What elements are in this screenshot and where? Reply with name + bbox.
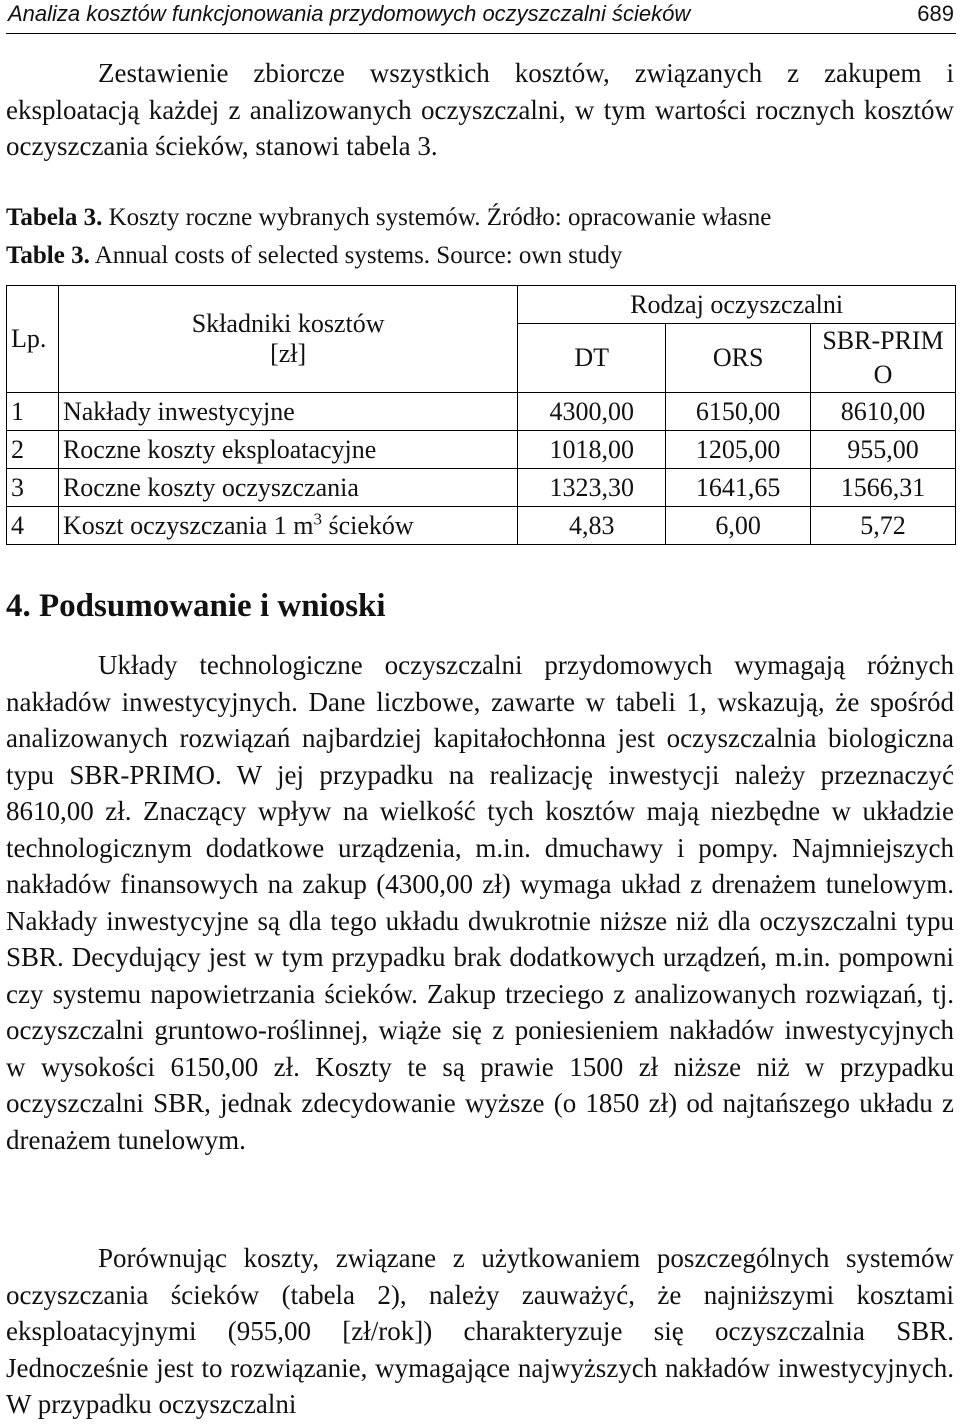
table-caption-pl [6,199,954,237]
col-sbr-header [811,324,956,393]
row-value-ors: 1205,00 [666,431,811,469]
row-lp: 1 [7,393,59,431]
group-header: Rodzaj oczyszczalni [518,286,956,324]
row-value-dt: 4,83 [518,507,666,545]
col-sbr-header-text: SBR-PRIMO [822,326,944,389]
table-caption [6,199,954,275]
table-header-row [7,286,956,324]
row-name: Roczne koszty eksploatacyjne [58,431,517,469]
col-components-line1: Składniki kosztów [191,309,385,338]
table-caption-pl-text: Koszty roczne wybranych systemów. Źródło: opracowanie własne [102,204,772,231]
table-label-pl: Tabela 3. [6,204,103,231]
col-components-line2: [zł] [270,339,307,368]
section-title: 4. Podsumowanie i wnioski [6,588,386,624]
table-label-en: Table 3. [6,242,90,269]
table-row [7,507,956,545]
row-name: Nakłady inwestycyjne [58,393,517,431]
page-number: 689 [917,1,954,26]
col-ors-header: ORS [666,324,811,393]
row-lp: 3 [7,469,59,507]
row-name: Roczne koszty oczyszczania [58,469,517,507]
running-title: Analiza kosztów funkcjonowania przydomowych oczyszczalni ścieków [8,1,691,26]
row-value-sbr: 1566,31 [811,469,956,507]
table-caption-en-text: Annual costs of selected systems. Source: own study [89,242,623,269]
row-name-post: ścieków [321,510,414,540]
conclusion-paragraph-2: Porównując koszty, związane z użytkowaniem poszczególnych systemów oczyszczania ścieków (tabela 2), należy zauważyć, że najniższymi kosztami eksploatacyjnymi (955,00 [zł/rok]) charakteryzuje się oczyszczalnia SBR. Jednocześnie jest to rozwiązanie, wymagające najwyższych nakładów inwestycyjnych. W przypadku oczyszczalni [6,1243,954,1419]
row-value-dt: 1018,00 [518,431,666,469]
col-components-header [58,286,517,393]
table-row [7,431,956,469]
row-value-sbr: 5,72 [811,507,956,545]
row-name-pre: Koszt oczyszczania 1 m [62,510,314,540]
row-value-ors: 6,00 [666,507,811,545]
row-name-sup: 3 [313,508,322,528]
intro-paragraph: Zestawienie zbiorcze wszystkich kosztów, związanych z zakupem i eksploatacją każdej z analizowanych oczyszczalni, w tym wartości rocznych kosztów oczyszczania ścieków, stanowi tabela 3. [6,58,954,161]
row-value-dt: 4300,00 [518,393,666,431]
row-value-sbr: 955,00 [811,431,956,469]
costs-table [6,285,956,545]
conclusion-paragraph-1: Układy technologiczne oczyszczalni przydomowych wymagają różnych nakładów inwestycyjnych. Dane liczbowe, zawarte w tabeli 1, wskazują, że spośród analizowanych rozwiązań najbardziej kapitałochłonna jest oczyszczalnia biologiczna typu SBR-PRIMO. W jej przypadku na realizację inwestycji należy przeznaczyć 8610,00 zł. Znaczący wpływ na wielkość tych kosztów mają niezbędne w układzie technologicznym dodatkowe urządzenia, m.in. dmuchawy i pompy. Najmniejszych nakładów finansowych na zakup (4300,00 zł) wymaga układ z drenażem tunelowym. Nakłady inwestycyjne są dla tego układu dwukrotnie niższe niż dla oczyszczalni typu SBR. Decydujący jest w tym przypadku brak dodatkowych urządzeń, m.in. pompowni czy systemu napowietrzania ścieków. Zakup trzeciego z analizowanych rozwiązań, tj. oczyszczalni gruntowo-roślinnej, wiąże się z poniesieniem nakładów inwestycyjnych w wysokości 6150,00 zł. Koszty te są prawie 1500 zł niższe niż w przypadku oczyszczalni SBR, jednak zdecydowanie wyższe (o 1850 zł) od najtańszego układu z drenażem tunelowym. [6,650,954,1155]
row-name [58,507,517,545]
table-row [7,469,956,507]
col-dt-header: DT [518,324,666,393]
table-row [7,393,956,431]
running-header [6,0,956,34]
row-lp: 2 [7,431,59,469]
row-lp: 4 [7,507,59,545]
row-value-ors: 1641,65 [666,469,811,507]
table-caption-en [6,237,954,275]
row-value-dt: 1323,30 [518,469,666,507]
row-value-sbr: 8610,00 [811,393,956,431]
row-value-ors: 6150,00 [666,393,811,431]
col-lp-header: Lp. [7,286,59,393]
